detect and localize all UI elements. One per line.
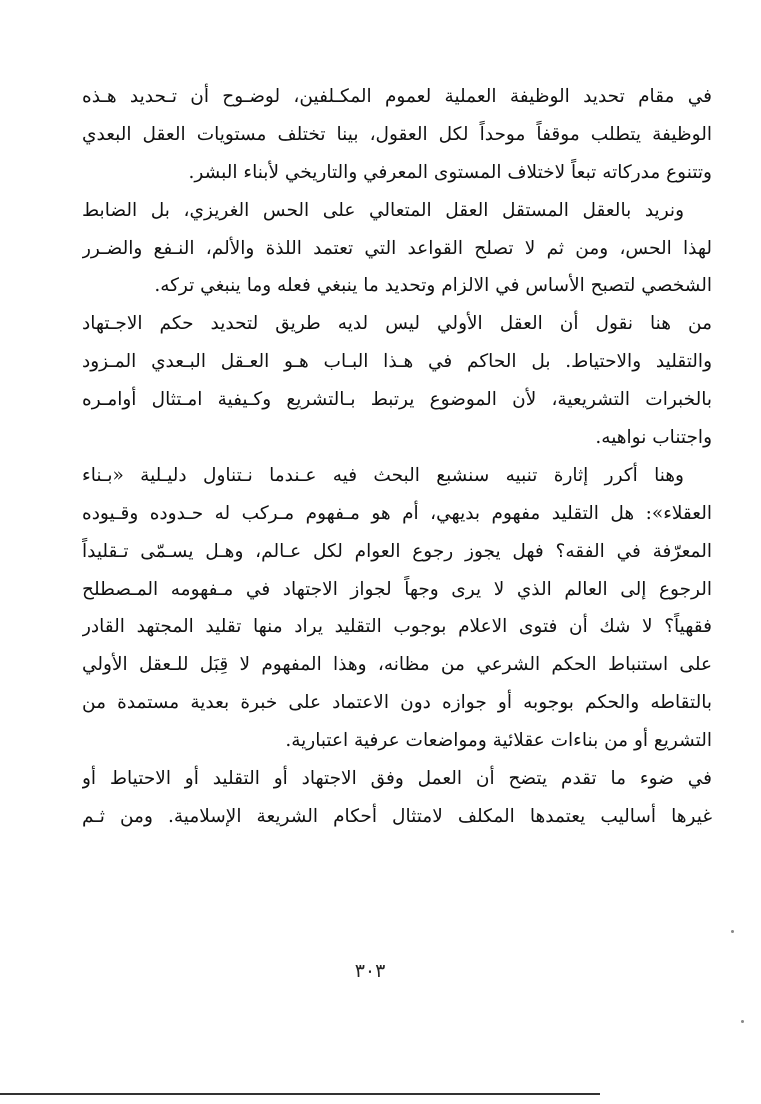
text-line: فقهياً؟ لا شك أن فتوى الاعلام بوجوب التقليد يراد منها تقليد المجتهد القادر [82,616,712,638]
scan-speck [741,1020,744,1023]
text-line: من هنا نقول أن العقل الأولي ليس لديه طريق لتحديد حكم الاجـتهاد [82,313,712,335]
text-line: الشخصي لتصبح الأساس في الالزام وتحديد ما ينبغي فعله وما ينبغي تركه. [154,275,712,297]
text-line: الرجوع إلى العالم الذي لا يرى وجهاً لجواز الاجتهاد في مـفهومه المـصطلح [82,578,712,600]
text-line: المعرّفة في الفقه؟ فهل يجوز رجوع العوام لكل عـالم، وهـل يسـمّى تـقليداً [82,540,712,562]
text-line: في مقام تحديد الوظيفة العملية لعموم المكـلفين، لوضـوح أن تـحديد هـذه [82,86,712,107]
text-line: بالتقاطه والحكم بوجوبه أو جوازه دون الاعتماد على خبرة بعدية مستمدة من [82,692,712,714]
text-line: والتقليد والاحتياط. بل الحاكم في هـذا البـاب هـو العـقل البـعدي المـزود [82,351,712,373]
text-line: التشريع أو من بناءات عقلائية ومواضعات عرفية اعتبارية. [285,730,712,752]
scan-speck [731,930,734,933]
text-line: واجتناب نواهيه. [595,427,712,449]
text-line: بالخبرات التشريعية، لأن الموضوع يرتبط بـالتشريع وكـيفية امـتثال أوامـره [82,389,712,411]
text-line: العقلاء»: هل التقليد مفهوم بديهي، أم هو مـفهوم مـركب له حـدوده وقـيوده [82,502,712,524]
text-line: على استنباط الحكم الشرعي من مظانه، وهذا المفهوم لا قِبَل للـعقل الأولي [82,654,712,676]
text-line: ونريد بالعقل المستقل العقل المتعالي على الحس الغريزي، بل الضابط [82,199,684,221]
text-line: في ضوء ما تقدم يتضح أن العمل وفق الاجتهاد أو التقليد أو الاحتياط أو [82,768,712,790]
text-line: الوظيفة يتطلب موقفاً موحداً لكل العقول، بينا تختلف مستويات العقل البعدي [82,123,712,145]
text-line: وتتنوع مدركاته تبعاً لاختلاف المستوى المعرفي والتاريخي لأبناء البشر. [188,161,712,183]
text-line: غيرها أساليب يعتمدها المكلف لامتثال أحكام الشريعة الإسلامية. ومن ثـم [82,805,712,827]
page-number: ٣٠٣ [354,960,386,982]
scan-edge-line [0,1093,600,1095]
text-line: وهنا أكرر إثارة تنبيه سنشبع البحث فيه عـندما نـتناول دليـلية «بـناء [82,464,684,486]
body-text [82,78,712,836]
text-line: لهذا الحس، ومن ثم لا تصلح القواعد التي تعتمد اللذة والألم، النـفع والضـرر [82,237,712,259]
